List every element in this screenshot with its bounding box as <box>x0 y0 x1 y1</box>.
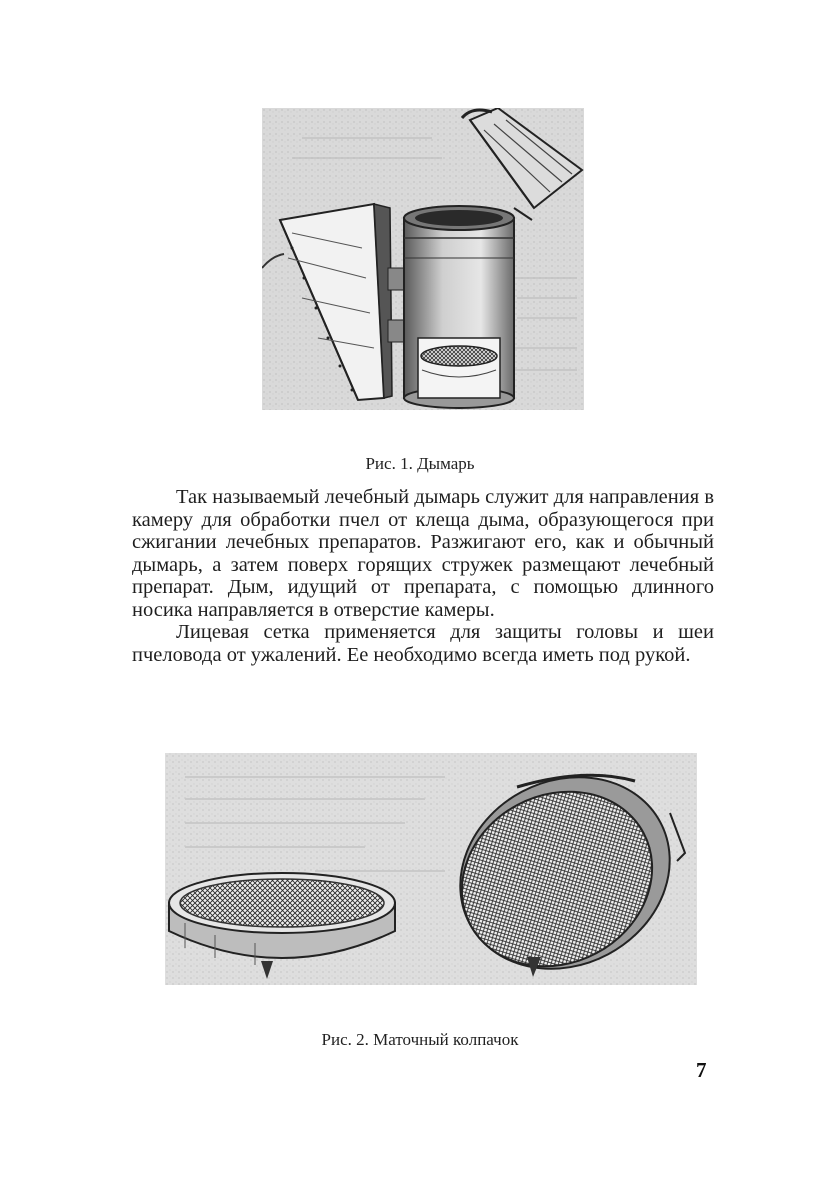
queen-cage-cap-illustration <box>165 753 697 985</box>
page-number: 7 <box>696 1058 707 1082</box>
paragraph-face-net: Лицевая сетка применяется для защиты головы и шеи пчеловода от ужалений. Ее необходимо всегда иметь под рукой. <box>132 621 714 666</box>
paragraph-smoker: Так называемый лечебный дымарь служит для направления в камеру для обработки пчел от клеща дыма, образующегося при сжигании лечебных препаратов. Разжигают его, как и обычный дымарь, а затем поверх горящих стружек размещают лечебный препарат. Дым, идущий от препарата, с помощью длинного носика направляется в отверстие камеры. <box>132 486 714 621</box>
figure1-caption: Рис. 1. Дымарь <box>365 454 475 473</box>
body-text <box>132 486 714 666</box>
figure-queen-cap <box>165 753 697 985</box>
figure-smoker <box>262 108 584 410</box>
figure2-caption: Рис. 2. Маточный колпачок <box>321 1030 519 1049</box>
smoker-canister <box>404 206 514 408</box>
smoker-illustration <box>262 108 584 410</box>
